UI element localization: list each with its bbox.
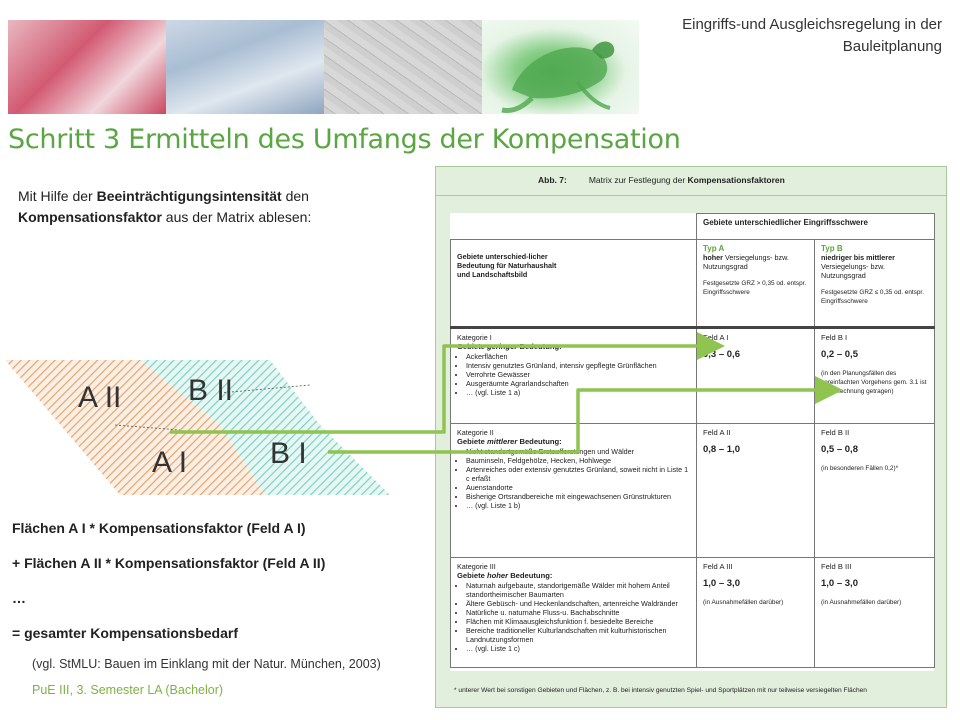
category-3-cell xyxy=(451,558,697,668)
type-b-text: Versiegelungs- bzw. Nutzungsgrad xyxy=(821,262,885,280)
field-a3-factor: 1,0 – 3,0 xyxy=(703,578,740,589)
label-b1: B I xyxy=(270,437,307,470)
field-b3-cell xyxy=(815,558,935,668)
list-item: • … (vgl. Liste 1 c) xyxy=(466,644,690,653)
category-3-list xyxy=(457,581,690,653)
field-a1-label: Feld A I xyxy=(703,333,729,342)
header-significance xyxy=(451,240,697,328)
formula-line-2: + Flächen A II * Kompensationsfaktor (Feld A II) xyxy=(12,555,326,571)
field-b3-factor: 1,0 – 3,0 xyxy=(821,578,858,589)
list-item: • Nicht standortgemäße Erstaufforstungen und Wälder xyxy=(466,447,690,456)
footer-course: PuE III, 3. Semester LA (Bachelor) xyxy=(32,683,224,697)
field-b2-cell xyxy=(815,424,935,558)
category-2-title-post: Bedeutung: xyxy=(517,437,562,446)
field-a2-factor: 0,8 – 1,0 xyxy=(703,444,740,455)
field-b1-cell xyxy=(815,328,935,424)
field-b1-factor: 0,2 – 0,5 xyxy=(821,349,858,360)
category-1-cell xyxy=(451,328,697,424)
formula-line-3: … xyxy=(12,590,26,606)
field-a2-label: Feld A II xyxy=(703,428,731,437)
header-banner xyxy=(8,20,639,114)
list-item: • Auenstandorte xyxy=(466,483,690,492)
field-a3-label: Feld A III xyxy=(703,562,733,571)
category-1-title-post: Bedeutung: xyxy=(517,342,562,351)
matrix-blank-cell xyxy=(451,214,697,240)
frog-icon xyxy=(482,20,639,114)
presentation-title: Eingriffs-und Ausgleichsregelung in der Bauleitplanung xyxy=(682,16,942,55)
type-a-title: Typ A xyxy=(703,244,725,253)
banner-image-town xyxy=(166,20,324,114)
list-item: • … (vgl. Liste 1 a) xyxy=(466,388,690,397)
type-a-text: Versiegelungs- bzw. Nutzungsgrad xyxy=(703,253,789,271)
banner-image-frog xyxy=(482,20,639,114)
field-b2-note: (in besonderen Fällen 0,2)* xyxy=(821,465,899,472)
intro-part-2: den xyxy=(281,188,309,204)
type-b-bold: niedriger bis mittlerer xyxy=(821,253,895,262)
field-b3-label: Feld B III xyxy=(821,562,852,571)
list-item: • Ackerflächen xyxy=(466,352,690,361)
list-item: • Bereiche traditioneller Kulturlandschaften mit kulturhistorischen Landnutzungsformen xyxy=(466,626,690,644)
matrix-caption-text: Matrix zur Festlegung der xyxy=(588,175,688,185)
intro-bold-2: Kompensationsfaktor xyxy=(18,209,162,225)
impact-area-diagram xyxy=(0,355,400,500)
header-type-a xyxy=(697,240,815,328)
category-1-list xyxy=(457,352,690,397)
matrix-table-area xyxy=(450,213,934,671)
field-a3-cell xyxy=(697,558,815,668)
list-item: • Natürliche u. naturnahe Fluss-u. Bachabschnitte xyxy=(466,608,690,617)
intro-part-3: aus der Matrix ablesen: xyxy=(161,209,312,225)
field-a3-note: (in Ausnahmefällen darüber) xyxy=(703,599,784,606)
list-item: • Artenreiches oder extensiv genutztes Grünland, soweit nicht in Liste 1 c erfaßt xyxy=(466,465,690,483)
type-b-note: Festgesetzte GRZ ≤ 0,35 od. entspr. Eingriffsschwere xyxy=(821,289,924,305)
matrix-figure-number: Abb. 7: xyxy=(538,175,567,185)
matrix-row-category-3 xyxy=(451,558,935,668)
field-a1-factor: 0,3 – 0,6 xyxy=(703,349,740,360)
matrix-caption xyxy=(538,175,785,185)
category-1-label: Kategorie I xyxy=(457,333,492,342)
label-a2: A II xyxy=(78,381,122,414)
type-b-title: Typ B xyxy=(821,244,843,253)
label-a1: A I xyxy=(152,446,188,479)
header-significance-text: Gebiete unterschied-licher Bedeutung für Naturhaushalt und Landschaftsbild xyxy=(457,252,557,279)
list-item: • Naturnah aufgebaute, standortgemäße Wälder mit hohem Anteil standortheimischer Baumarten xyxy=(466,581,690,599)
banner-image-trees xyxy=(8,20,166,114)
matrix-row-category-2 xyxy=(451,424,935,558)
category-2-list xyxy=(457,447,690,510)
list-item: • Ältere Gebüsch- und Heckenlandschaften, artenreiche Waldränder xyxy=(466,599,690,608)
field-b2-label: Feld B II xyxy=(821,428,850,437)
header-impact-severity: Gebiete unterschiedlicher Eingriffsschwere xyxy=(697,214,935,240)
category-2-cell xyxy=(451,424,697,558)
category-1-title-pre: Gebiete xyxy=(457,342,487,351)
category-2-label: Kategorie II xyxy=(457,428,494,437)
list-item: • Bisherige Ortsrandbereiche mit eingewachsenen Grünstrukturen xyxy=(466,492,690,501)
label-b2: B II xyxy=(188,374,234,407)
category-2-title-em: mittlerer xyxy=(486,437,518,446)
type-a-bold: hoher xyxy=(703,253,723,262)
list-item: • Ausgeräumte Agrarlandschaften xyxy=(466,379,690,388)
type-a-note: Festgesetzte GRZ > 0,35 od. entspr. Eingriffsschwere xyxy=(703,280,807,296)
category-1-title-em: geringer xyxy=(486,342,518,351)
source-citation: (vgl. StMLU: Bauen im Einklang mit der Natur. München, 2003) xyxy=(32,657,381,671)
intro-text xyxy=(18,186,398,228)
list-item: • Bauminseln, Feldgehölze, Hecken, Hohlwege xyxy=(466,456,690,465)
formula-line-1: Flächen A I * Kompensationsfaktor (Feld A I) xyxy=(12,520,306,536)
compensation-matrix-table xyxy=(450,213,935,668)
caption-divider xyxy=(436,195,946,196)
category-3-title-post: Bedeutung: xyxy=(508,571,553,580)
slide-title: Schritt 3 Ermitteln des Umfangs der Kompensation xyxy=(8,124,681,155)
intro-part-1: Mit Hilfe der xyxy=(18,188,97,204)
header-type-b xyxy=(815,240,935,328)
compensation-matrix-figure xyxy=(435,166,947,708)
matrix-row-category-1 xyxy=(451,328,935,424)
matrix-caption-bold: Kompensationsfaktoren xyxy=(687,175,785,185)
list-item: • Flächen mit Klimaausgleichsfunktion f. besiedelte Bereiche xyxy=(466,617,690,626)
category-3-title-pre: Gebiete xyxy=(457,571,487,580)
list-item: • Verrohrte Gewässer xyxy=(466,370,690,379)
list-item: • … (vgl. Liste 1 b) xyxy=(466,501,690,510)
field-b3-note: (in Ausnahmefällen darüber) xyxy=(821,599,902,606)
formula-result: = gesamter Kompensationsbedarf xyxy=(12,625,239,641)
category-2-title-pre: Gebiete xyxy=(457,437,487,446)
banner-image-cracked-soil xyxy=(324,20,482,114)
list-item: • Intensiv genutztes Grünland, intensiv gepflegte Grünflächen xyxy=(466,361,690,370)
matrix-footnote: * unterer Wert bei sonstigen Gebieten und Flächen, z. B. bei intensiv genutzten Spiel- und Sportplätzen mit nur teilweise versiegelten Flächen xyxy=(454,687,867,694)
category-3-title-em: hoher xyxy=(486,571,509,580)
field-b1-note: (in den Planungsfällen des vereinfachten Vorgehens gem. 3.1 ist dem Rechnung getragen) xyxy=(821,370,927,395)
field-a2-cell xyxy=(697,424,815,558)
intro-bold-1: Beeinträchtigungsintensität xyxy=(96,188,282,204)
category-3-label: Kategorie III xyxy=(457,562,496,571)
field-b1-label: Feld B I xyxy=(821,333,848,342)
field-a1-cell xyxy=(697,328,815,424)
field-b2-factor: 0,5 – 0,8 xyxy=(821,444,858,455)
